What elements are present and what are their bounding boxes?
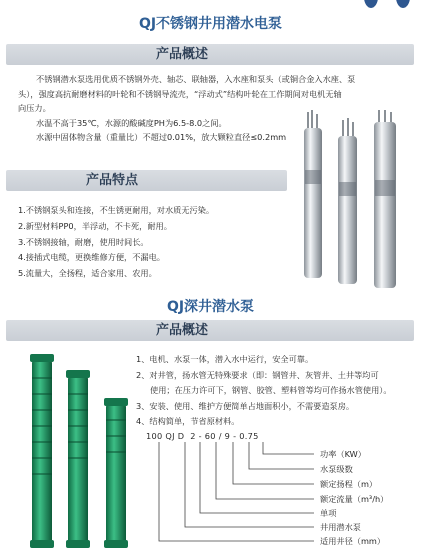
list-item: 1、电机、水泵一体，潜入水中运行，安全可靠。 xyxy=(136,354,314,364)
list-item: 2、对井管，扬水管无特殊要求（即：钢管井、灰管井、土井等均可 xyxy=(136,369,379,380)
model-label-well-pump: 井用潜水泵 xyxy=(320,522,361,532)
green-pumps-image xyxy=(22,354,132,550)
list-item: 4.接插式电缆，更换维修方便，不漏电。 xyxy=(18,252,165,263)
paragraph-line: 向压力。 xyxy=(18,103,51,113)
steel-pump xyxy=(338,118,357,284)
list-item: 3.不锈钢接轴，耐磨，使用时间长。 xyxy=(18,236,149,247)
corner-decoration-1 xyxy=(364,0,378,8)
model-label-power: 功率（KW） xyxy=(320,449,366,459)
model-code-diagram xyxy=(140,440,320,550)
model-label-flow: 额定流量（m³/h） xyxy=(320,494,389,504)
steel-pump xyxy=(304,110,322,278)
green-pump xyxy=(104,398,128,548)
paragraph-line: 水源中固体物含量（重量比）不超过0.01%，放大颗粒直径≤0.2mm xyxy=(36,132,287,142)
stainless-pumps-image xyxy=(296,110,414,290)
list-item: 4、结构简单，节省原材料。 xyxy=(136,416,240,427)
green-pump xyxy=(66,370,90,548)
section-heading: 产品概述 xyxy=(156,47,209,62)
section-band-overview-2 xyxy=(6,320,414,341)
paragraph-line: 不锈钢潜水泵选用优质不锈钢外壳、轴芯、联轴器，入水座和泵头（或铜合金入水座、泵 xyxy=(36,74,356,84)
list-item: 使用；在压力许可下，钢管、胶管、塑料管等均可作扬水管使用）。 xyxy=(150,385,392,396)
model-label-single-phase: 单项 xyxy=(320,508,337,518)
list-item: 3、安装、使用、维护方便简单占地面积小，不需要造泵房。 xyxy=(136,400,355,411)
section-subtitle: QJ深井潜水泵 xyxy=(166,299,255,315)
section-heading: 产品特点 xyxy=(86,173,139,188)
list-item: 2.新型材料PP0，半浮动，不卡死，耐用。 xyxy=(18,220,172,231)
section-band-overview xyxy=(6,44,414,65)
model-label-well-diameter: 适用井径（mm） xyxy=(320,536,386,546)
section-heading: 产品概述 xyxy=(156,323,209,338)
paragraph-line: 头），强度高抗耐磨材料的叶轮和不锈钢导流壳，“浮动式”结构叶轮在工作期间对电机无轴 xyxy=(18,88,342,99)
green-pump xyxy=(30,354,54,548)
list-item: 1.不锈钢泵头和连接，不生锈更耐用，对水质无污染。 xyxy=(18,205,215,215)
paragraph-line: 水温不高于35℃，水源的酸碱度PH为6.5-8.0之间。 xyxy=(36,117,227,128)
section-band-features xyxy=(6,170,287,191)
steel-pump xyxy=(374,110,396,288)
corner-decoration-2 xyxy=(396,0,410,8)
deepwell-feature-list xyxy=(136,352,418,430)
model-label-stages: 水泵级数 xyxy=(320,464,353,474)
page-title: QJ不锈钢井用潜水电泵 xyxy=(138,16,283,32)
model-label-head: 额定扬程（m） xyxy=(320,479,378,489)
feature-list xyxy=(18,203,296,282)
list-item: 5.流量大，全扬程，适合家用、农用。 xyxy=(18,268,157,279)
model-code: 100 QJ D 2 - 60 / 9 - 0.75 xyxy=(146,431,259,441)
